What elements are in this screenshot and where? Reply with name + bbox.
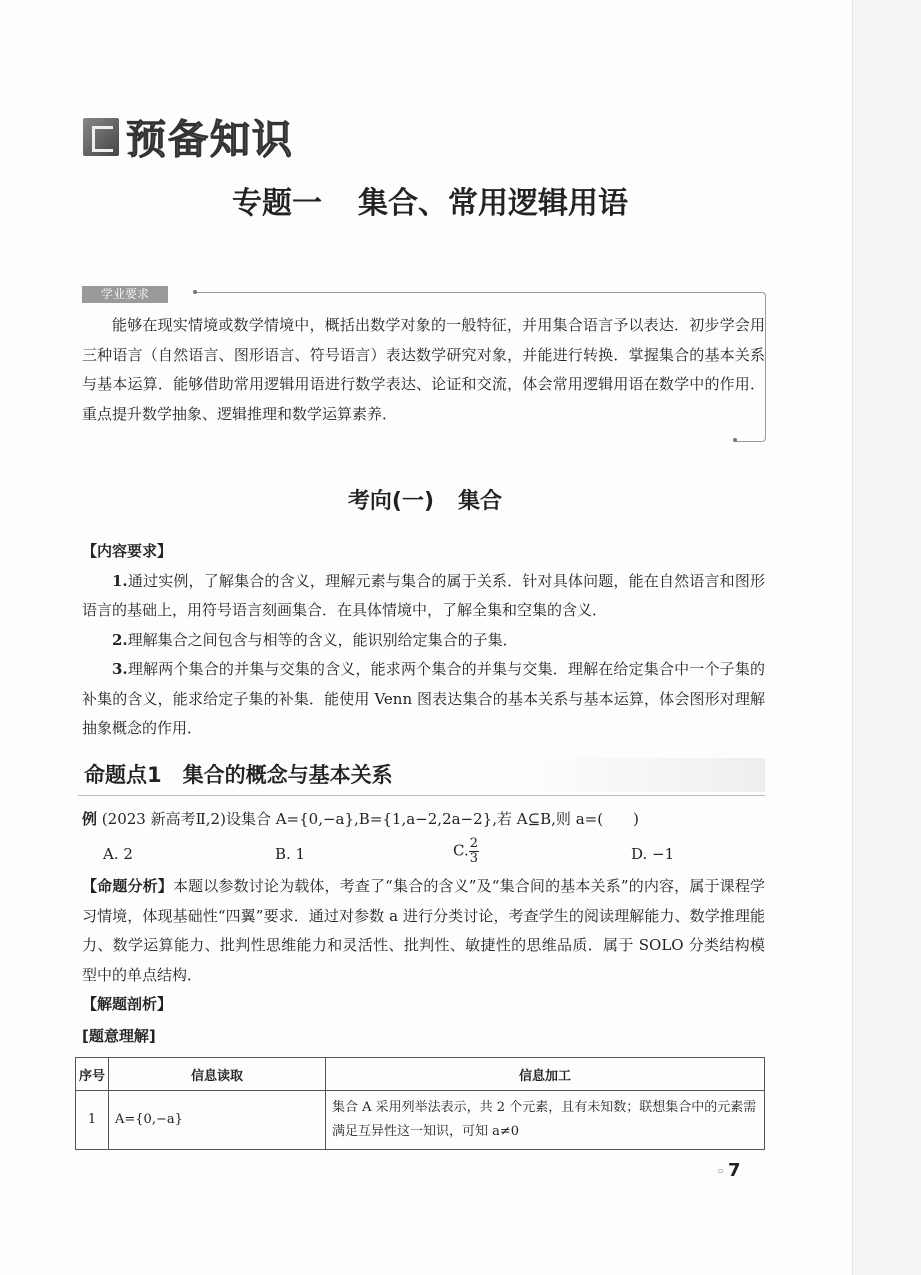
frame-dot xyxy=(193,290,197,294)
understanding-label: [题意理解] xyxy=(82,1026,156,1045)
topic-title xyxy=(0,178,860,222)
solution-label: 【解题剖析】 xyxy=(82,995,173,1013)
fraction xyxy=(469,837,479,866)
point-title: 命题点1 集合的概念与基本关系 xyxy=(84,763,393,787)
analysis-paragraph xyxy=(82,872,765,990)
cell-read: A={0,−a} xyxy=(109,1091,326,1150)
item-num: 3. xyxy=(112,660,128,678)
content-item xyxy=(82,626,765,656)
content-item xyxy=(82,567,765,626)
header-read: 信息读取 xyxy=(109,1058,326,1091)
item-text: 理解两个集合的并集与交集的含义，能求两个集合的并集与交集．理解在给定集合中一个子集的补集的含义，能求给定子集的补集．能使用 Venn 图表达集合的基本关系与基本运算，体会图形对理解抽象概念的作用． xyxy=(82,660,765,737)
requirements-paragraph: 能够在现实情境或数学情境中，概括出数学对象的一般特征，并用集合语言予以表达．初步学会用三种语言（自然语言、图形语言、符号语言）表达数学研究对象，并能进行转换．掌握集合的基本关系与基本运算．能够借助常用逻辑用语进行数学表达、论证和交流，体会常用逻辑用语在数学中的作用．重点提升数学抽象、逻辑推理和数学运算素养． xyxy=(82,316,765,423)
example-text: (2023 新高考Ⅱ,2)设集合 A={0,−a},B={1,a−2,2a−2},若 A⊆B,则 a=( ) xyxy=(101,810,639,828)
section-icon xyxy=(83,118,119,156)
header-process: 信息加工 xyxy=(326,1058,765,1091)
item-num: 1. xyxy=(112,571,128,590)
direction-prefix: 考向(一) xyxy=(347,489,435,514)
point-divider xyxy=(78,795,765,796)
header-num: 序号 xyxy=(76,1058,109,1091)
page-edge xyxy=(852,0,921,1275)
analysis-text: 本题以参数讨论为载体，考查了“集合的含义”及“集合间的基本关系”的内容，属于课程学习情境，体现基础性“四翼”要求．通过对参数 a 进行分类讨论，考查学生的阅读理解能力、数学推理能力、数学运算能力、批判性思维能力和灵活性、批判性、敏捷性的思维品质．属于 SOLO 分类结构模型中的单点结构． xyxy=(82,877,765,984)
denominator: 3 xyxy=(469,851,478,866)
requirements-badge: 学业要求 xyxy=(82,286,168,303)
item-text: 理解集合之间包含与相等的含义，能识别给定集合的子集． xyxy=(127,630,518,649)
direction-title xyxy=(0,484,850,515)
example xyxy=(82,805,765,835)
example-stem xyxy=(82,805,765,835)
content-req-label: 【内容要求】 xyxy=(82,542,173,560)
option-c-prefix: C. xyxy=(453,841,469,860)
analysis-label: 【命题分析】 xyxy=(82,877,173,895)
section-header: 预备知识 xyxy=(126,117,294,163)
table-row xyxy=(76,1091,765,1150)
info-table xyxy=(75,1057,765,1150)
page-number: 7 xyxy=(728,1160,741,1181)
option-c xyxy=(453,837,479,866)
analysis xyxy=(82,872,765,1051)
topic-prefix: 专题一 xyxy=(232,186,322,221)
requirements-text xyxy=(82,311,765,429)
cell-process: 集合 A 采用列举法表示，共 2 个元素，且有未知数；联想集合中的元素需满足互异性这一知识，可知 a≠0 xyxy=(326,1091,765,1150)
cell-num: 1 xyxy=(76,1091,109,1150)
direction-name: 集合 xyxy=(458,489,503,514)
item-num: 2. xyxy=(112,630,128,649)
option-b: B. 1 xyxy=(275,845,306,863)
page-marker-icon: ▫ xyxy=(718,1166,724,1175)
option-a: A. 2 xyxy=(103,845,133,863)
frame-dot xyxy=(733,438,737,442)
example-label: 例 xyxy=(82,810,98,828)
numerator: 2 xyxy=(469,836,478,851)
option-d: D. −1 xyxy=(631,845,675,863)
item-text: 通过实例，了解集合的含义，理解元素与集合的属于关系．针对具体问题，能在自然语言和图形语言的基础上，用符号语言刻画集合．在具体情境中，了解全集和空集的含义． xyxy=(82,571,765,619)
table-header xyxy=(76,1058,765,1091)
topic-name: 集合、常用逻辑用语 xyxy=(358,186,628,221)
content-requirements xyxy=(82,537,765,744)
content-item xyxy=(82,655,765,744)
